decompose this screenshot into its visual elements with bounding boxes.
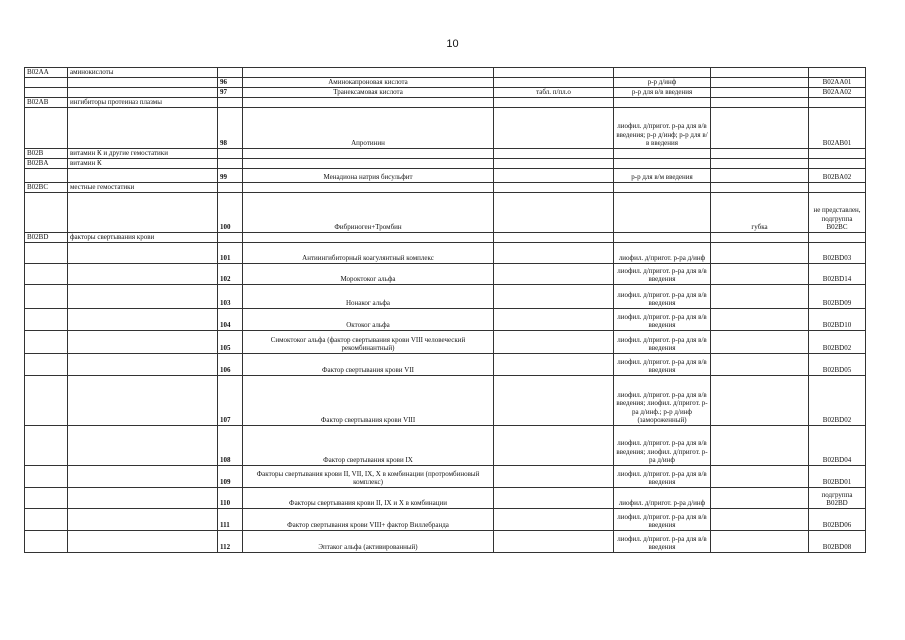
package-form-cell bbox=[711, 285, 809, 309]
table-row bbox=[25, 149, 866, 159]
atc-group-code-cell bbox=[25, 354, 68, 376]
atc-group-code-cell: B02BC bbox=[25, 183, 68, 193]
atc-group-code-cell bbox=[25, 285, 68, 309]
tablet-form-cell bbox=[494, 243, 614, 264]
atc-code-cell: подгруппа B02BD bbox=[809, 488, 866, 509]
drug-name-cell: Фактор свертывания крови IX bbox=[243, 426, 494, 466]
row-number-cell: 110 bbox=[218, 488, 243, 509]
dosage-form-cell: лиофил. д/пригот. р-ра д/инф bbox=[614, 243, 711, 264]
tablet-form-cell bbox=[494, 509, 614, 531]
dosage-form-cell bbox=[614, 68, 711, 78]
package-form-cell bbox=[711, 68, 809, 78]
drug-table bbox=[24, 67, 866, 553]
atc-group-code-cell bbox=[25, 78, 68, 88]
atc-group-code-cell: B02BA bbox=[25, 159, 68, 169]
atc-group-name-cell bbox=[68, 243, 218, 264]
tablet-form-cell bbox=[494, 531, 614, 553]
row-number-cell bbox=[218, 149, 243, 159]
dosage-form-cell: лиофил. д/пригот. р-ра для в/в введения bbox=[614, 264, 711, 285]
tablet-form-cell bbox=[494, 354, 614, 376]
drug-name-cell: Симоктоког альфа (фактор свертывания крови VIII человеческий рекомбинантный) bbox=[243, 331, 494, 354]
table-row bbox=[25, 159, 866, 169]
drug-name-cell: Октоког альфа bbox=[243, 309, 494, 331]
tablet-form-cell: табл. п/пл.о bbox=[494, 88, 614, 98]
package-form-cell bbox=[711, 376, 809, 426]
atc-code-cell: B02BD04 bbox=[809, 426, 866, 466]
package-form-cell bbox=[711, 426, 809, 466]
tablet-form-cell bbox=[494, 466, 614, 488]
atc-group-name-cell bbox=[68, 285, 218, 309]
table-body bbox=[25, 68, 866, 553]
dosage-form-cell: лиофил. д/пригот. р-ра для в/в введения; лиофил. д/пригот. р-ра д/инф.; р-р д/инф (замороженный) bbox=[614, 376, 711, 426]
atc-group-code-cell bbox=[25, 509, 68, 531]
atc-code-cell: B02AA02 bbox=[809, 88, 866, 98]
row-number-cell: 100 bbox=[218, 193, 243, 233]
package-form-cell bbox=[711, 264, 809, 285]
dosage-form-cell: лиофил. д/пригот. р-ра для в/в введения bbox=[614, 466, 711, 488]
atc-group-name-cell bbox=[68, 331, 218, 354]
tablet-form-cell bbox=[494, 183, 614, 193]
atc-group-name-cell: витамин К и другие гемостатики bbox=[68, 149, 218, 159]
atc-group-name-cell bbox=[68, 376, 218, 426]
atc-group-code-cell: B02BD bbox=[25, 233, 68, 243]
atc-group-code-cell bbox=[25, 108, 68, 149]
drug-name-cell: Фибриноген+Тромбин bbox=[243, 193, 494, 233]
atc-code-cell: B02AB01 bbox=[809, 108, 866, 149]
atc-code-cell: B02BD02 bbox=[809, 331, 866, 354]
tablet-form-cell bbox=[494, 331, 614, 354]
atc-group-name-cell bbox=[68, 193, 218, 233]
atc-group-code-cell: B02B bbox=[25, 149, 68, 159]
atc-group-code-cell: B02AA bbox=[25, 68, 68, 78]
table-row bbox=[25, 426, 866, 466]
atc-group-name-cell: ингибиторы протеиназ плазмы bbox=[68, 98, 218, 108]
atc-group-name-cell bbox=[68, 488, 218, 509]
row-number-cell: 97 bbox=[218, 88, 243, 98]
atc-code-cell: B02BD01 bbox=[809, 466, 866, 488]
atc-group-name-cell bbox=[68, 264, 218, 285]
dosage-form-cell: лиофил. д/пригот. р-ра для в/в введения bbox=[614, 531, 711, 553]
atc-code-cell: B02BD06 bbox=[809, 509, 866, 531]
drug-name-cell: Нонаког альфа bbox=[243, 285, 494, 309]
drug-name-cell bbox=[243, 159, 494, 169]
atc-group-name-cell: местные гемостатики bbox=[68, 183, 218, 193]
atc-group-name-cell: факторы свертывания крови bbox=[68, 233, 218, 243]
atc-group-name-cell bbox=[68, 108, 218, 149]
dosage-form-cell: лиофил. д/пригот. р-ра д/инф bbox=[614, 488, 711, 509]
drug-name-cell: Факторы свертывания крови II, VII, IX, X в комбинации (протромбиновый комплекс) bbox=[243, 466, 494, 488]
row-number-cell: 109 bbox=[218, 466, 243, 488]
drug-name-cell: Факторы свертывания крови II, IX и X в комбинации bbox=[243, 488, 494, 509]
drug-name-cell: Фактор свертывания крови VII bbox=[243, 354, 494, 376]
drug-name-cell: Менадиона натрия бисульфит bbox=[243, 169, 494, 183]
table-row bbox=[25, 509, 866, 531]
row-number-cell: 98 bbox=[218, 108, 243, 149]
table-row bbox=[25, 376, 866, 426]
dosage-form-cell: р-р д/инф bbox=[614, 78, 711, 88]
atc-group-name-cell bbox=[68, 78, 218, 88]
atc-group-code-cell bbox=[25, 309, 68, 331]
page-number: 10 bbox=[446, 38, 459, 50]
drug-name-cell: Транексамовая кислота bbox=[243, 88, 494, 98]
atc-group-code-cell bbox=[25, 264, 68, 285]
atc-group-code-cell bbox=[25, 488, 68, 509]
drug-name-cell: Фактор свертывания крови VIII+ фактор Виллебранда bbox=[243, 509, 494, 531]
atc-group-name-cell bbox=[68, 169, 218, 183]
atc-group-code-cell bbox=[25, 331, 68, 354]
drug-name-cell: Эптаког альфа (активированный) bbox=[243, 531, 494, 553]
dosage-form-cell: лиофил. д/пригот. р-ра для в/в введения bbox=[614, 509, 711, 531]
package-form-cell bbox=[711, 169, 809, 183]
table-row bbox=[25, 285, 866, 309]
row-number-cell: 99 bbox=[218, 169, 243, 183]
table-row bbox=[25, 309, 866, 331]
tablet-form-cell bbox=[494, 108, 614, 149]
drug-name-cell: Фактор свертывания крови VIII bbox=[243, 376, 494, 426]
table-row bbox=[25, 68, 866, 78]
row-number-cell: 107 bbox=[218, 376, 243, 426]
package-form-cell bbox=[711, 98, 809, 108]
atc-code-cell: B02BD09 bbox=[809, 285, 866, 309]
package-form-cell bbox=[711, 233, 809, 243]
drug-name-cell: Мороктоког альфа bbox=[243, 264, 494, 285]
drug-name-cell: Апротинин bbox=[243, 108, 494, 149]
package-form-cell bbox=[711, 309, 809, 331]
drug-name-cell bbox=[243, 68, 494, 78]
dosage-form-cell bbox=[614, 183, 711, 193]
tablet-form-cell bbox=[494, 169, 614, 183]
atc-code-cell: B02BD03 bbox=[809, 243, 866, 264]
dosage-form-cell: лиофил. д/пригот. р-ра для в/в введения; р-р д/инф; р-р для в/в введения bbox=[614, 108, 711, 149]
package-form-cell bbox=[711, 509, 809, 531]
dosage-form-cell: лиофил. д/пригот. р-ра для в/в введения; лиофил. д/пригот. р-ра д/инф bbox=[614, 426, 711, 466]
row-number-cell: 105 bbox=[218, 331, 243, 354]
dosage-form-cell: лиофил. д/пригот. р-ра для в/в введения bbox=[614, 285, 711, 309]
tablet-form-cell bbox=[494, 159, 614, 169]
table-row bbox=[25, 169, 866, 183]
atc-group-name-cell: аминокислоты bbox=[68, 68, 218, 78]
table-row bbox=[25, 108, 866, 149]
table-row bbox=[25, 243, 866, 264]
atc-code-cell bbox=[809, 98, 866, 108]
tablet-form-cell bbox=[494, 98, 614, 108]
row-number-cell bbox=[218, 98, 243, 108]
table-row bbox=[25, 88, 866, 98]
row-number-cell: 108 bbox=[218, 426, 243, 466]
table-row bbox=[25, 98, 866, 108]
row-number-cell: 104 bbox=[218, 309, 243, 331]
table-row bbox=[25, 531, 866, 553]
tablet-form-cell bbox=[494, 426, 614, 466]
row-number-cell bbox=[218, 183, 243, 193]
drug-name-cell bbox=[243, 149, 494, 159]
tablet-form-cell bbox=[494, 264, 614, 285]
atc-code-cell: B02AA01 bbox=[809, 78, 866, 88]
atc-code-cell: B02BD02 bbox=[809, 376, 866, 426]
atc-group-name-cell bbox=[68, 466, 218, 488]
package-form-cell bbox=[711, 466, 809, 488]
atc-code-cell: B02BD08 bbox=[809, 531, 866, 553]
atc-code-cell bbox=[809, 183, 866, 193]
atc-group-name-cell bbox=[68, 509, 218, 531]
tablet-form-cell bbox=[494, 193, 614, 233]
row-number-cell: 106 bbox=[218, 354, 243, 376]
row-number-cell bbox=[218, 159, 243, 169]
table-row bbox=[25, 233, 866, 243]
atc-code-cell: B02BA02 bbox=[809, 169, 866, 183]
package-form-cell bbox=[711, 149, 809, 159]
atc-group-code-cell bbox=[25, 193, 68, 233]
atc-group-code-cell bbox=[25, 243, 68, 264]
row-number-cell bbox=[218, 233, 243, 243]
dosage-form-cell: р-р для в/м введения bbox=[614, 169, 711, 183]
row-number-cell: 103 bbox=[218, 285, 243, 309]
atc-group-code-cell bbox=[25, 426, 68, 466]
drug-name-cell: Аминокапроновая кислота bbox=[243, 78, 494, 88]
row-number-cell: 112 bbox=[218, 531, 243, 553]
dosage-form-cell: лиофил. д/пригот. р-ра для в/в введения bbox=[614, 309, 711, 331]
tablet-form-cell bbox=[494, 309, 614, 331]
atc-group-name-cell bbox=[68, 426, 218, 466]
package-form-cell bbox=[711, 531, 809, 553]
dosage-form-cell bbox=[614, 233, 711, 243]
atc-group-code-cell bbox=[25, 531, 68, 553]
row-number-cell: 101 bbox=[218, 243, 243, 264]
atc-group-name-cell bbox=[68, 354, 218, 376]
atc-group-code-cell bbox=[25, 88, 68, 98]
atc-code-cell: B02BD05 bbox=[809, 354, 866, 376]
tablet-form-cell bbox=[494, 488, 614, 509]
table-row bbox=[25, 331, 866, 354]
tablet-form-cell bbox=[494, 376, 614, 426]
drug-name-cell bbox=[243, 98, 494, 108]
dosage-form-cell: р-р для в/в введения bbox=[614, 88, 711, 98]
drug-name-cell bbox=[243, 183, 494, 193]
tablet-form-cell bbox=[494, 233, 614, 243]
atc-group-name-cell bbox=[68, 88, 218, 98]
package-form-cell: губка bbox=[711, 193, 809, 233]
atc-group-code-cell bbox=[25, 169, 68, 183]
table-row bbox=[25, 354, 866, 376]
row-number-cell: 102 bbox=[218, 264, 243, 285]
package-form-cell bbox=[711, 78, 809, 88]
package-form-cell bbox=[711, 331, 809, 354]
package-form-cell bbox=[711, 108, 809, 149]
dosage-form-cell bbox=[614, 193, 711, 233]
atc-code-cell bbox=[809, 159, 866, 169]
package-form-cell bbox=[711, 183, 809, 193]
atc-group-name-cell: витамин К bbox=[68, 159, 218, 169]
dosage-form-cell bbox=[614, 159, 711, 169]
drug-name-cell bbox=[243, 233, 494, 243]
table-row bbox=[25, 193, 866, 233]
package-form-cell bbox=[711, 488, 809, 509]
atc-code-cell bbox=[809, 149, 866, 159]
table-row bbox=[25, 466, 866, 488]
atc-code-cell bbox=[809, 68, 866, 78]
package-form-cell bbox=[711, 354, 809, 376]
row-number-cell: 96 bbox=[218, 78, 243, 88]
atc-group-code-cell bbox=[25, 466, 68, 488]
table-row bbox=[25, 183, 866, 193]
tablet-form-cell bbox=[494, 68, 614, 78]
atc-group-code-cell bbox=[25, 376, 68, 426]
atc-group-code-cell: B02AB bbox=[25, 98, 68, 108]
atc-code-cell bbox=[809, 233, 866, 243]
atc-group-name-cell bbox=[68, 531, 218, 553]
row-number-cell bbox=[218, 68, 243, 78]
drug-name-cell: Антиингибиторный коагулянтный комплекс bbox=[243, 243, 494, 264]
atc-code-cell: B02BD14 bbox=[809, 264, 866, 285]
package-form-cell bbox=[711, 243, 809, 264]
tablet-form-cell bbox=[494, 149, 614, 159]
atc-group-name-cell bbox=[68, 309, 218, 331]
row-number-cell: 111 bbox=[218, 509, 243, 531]
table-row bbox=[25, 78, 866, 88]
package-form-cell bbox=[711, 159, 809, 169]
dosage-form-cell bbox=[614, 149, 711, 159]
dosage-form-cell bbox=[614, 98, 711, 108]
atc-code-cell: B02BD10 bbox=[809, 309, 866, 331]
dosage-form-cell: лиофил. д/пригот. р-ра для в/в введения bbox=[614, 331, 711, 354]
atc-code-cell: не представлен, подгруппа B02BC bbox=[809, 193, 866, 233]
table-row bbox=[25, 264, 866, 285]
tablet-form-cell bbox=[494, 78, 614, 88]
dosage-form-cell: лиофил. д/пригот. р-ра для в/в введения bbox=[614, 354, 711, 376]
table-row bbox=[25, 488, 866, 509]
package-form-cell bbox=[711, 88, 809, 98]
tablet-form-cell bbox=[494, 285, 614, 309]
